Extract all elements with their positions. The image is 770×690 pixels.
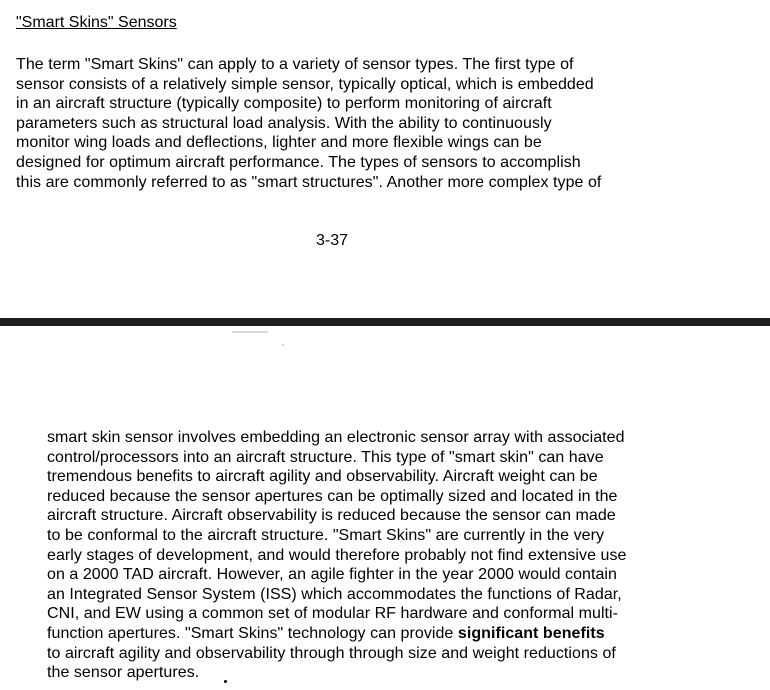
text-line (47, 624, 767, 644)
scan-artifact (232, 331, 268, 333)
text-line: The term "Smart Skins" can apply to a variety of sensor types. The first type of (16, 56, 574, 73)
text-line: reduced because the sensor apertures can be optimally sized and located in the (47, 487, 618, 505)
text-line: designed for optimum aircraft performance. The types of sensors to accomplish (16, 153, 581, 171)
paragraph-top (16, 55, 756, 192)
text-line: sensor consists of a relatively simple sensor, typically optical, which is embedded (16, 75, 594, 93)
text-segment: function apertures. "Smart Skins" technology can provide (47, 624, 458, 642)
text-line: CNI, and EW using a common set of modular RF hardware and conformal multi- (47, 605, 619, 623)
text-line: parameters such as structural load analysis. With the ability to continuously (16, 114, 552, 132)
page-break-divider (0, 318, 770, 326)
text-line: to aircraft agility and observability through through size and weight reductions of (47, 644, 616, 662)
page-number: 3-37 (316, 232, 349, 249)
text-line: the sensor apertures. (47, 664, 200, 682)
text-line: in an aircraft structure (typically composite) to perform monitoring of aircraft (16, 95, 552, 113)
text-line: monitor wing loads and deflections, lighter and more flexible wings can be (16, 134, 542, 152)
scan-artifact (282, 344, 284, 346)
text-line: this are commonly referred to as "smart structures". Another more complex type of (16, 173, 602, 191)
scan-artifact (224, 680, 227, 683)
text-line: early stages of development, and would therefore probably not find extensive use (47, 546, 627, 564)
text-line: an Integrated Sensor System (ISS) which accommodates the functions of Radar, (47, 585, 622, 603)
text-line: on a 2000 TAD aircraft. However, an agile fighter in the year 2000 would contain (47, 566, 617, 584)
paragraph-bottom (47, 428, 767, 683)
text-line: to be conformal to the aircraft structure. "Smart Skins" are currently in the very (47, 526, 605, 544)
emphasis-bold: significant benefits (457, 624, 605, 642)
text-line: smart skin sensor involves embedding an electronic sensor array with associated (47, 429, 625, 446)
text-line: aircraft structure. Aircraft observability is reduced because the sensor can made (47, 507, 616, 525)
text-line: tremendous benefits to aircraft agility and observability. Aircraft weight can be (47, 468, 598, 486)
section-heading: "Smart Skins" Sensors (16, 14, 177, 31)
text-line: control/processors into an aircraft structure. This type of "smart skin" can have (47, 448, 604, 466)
